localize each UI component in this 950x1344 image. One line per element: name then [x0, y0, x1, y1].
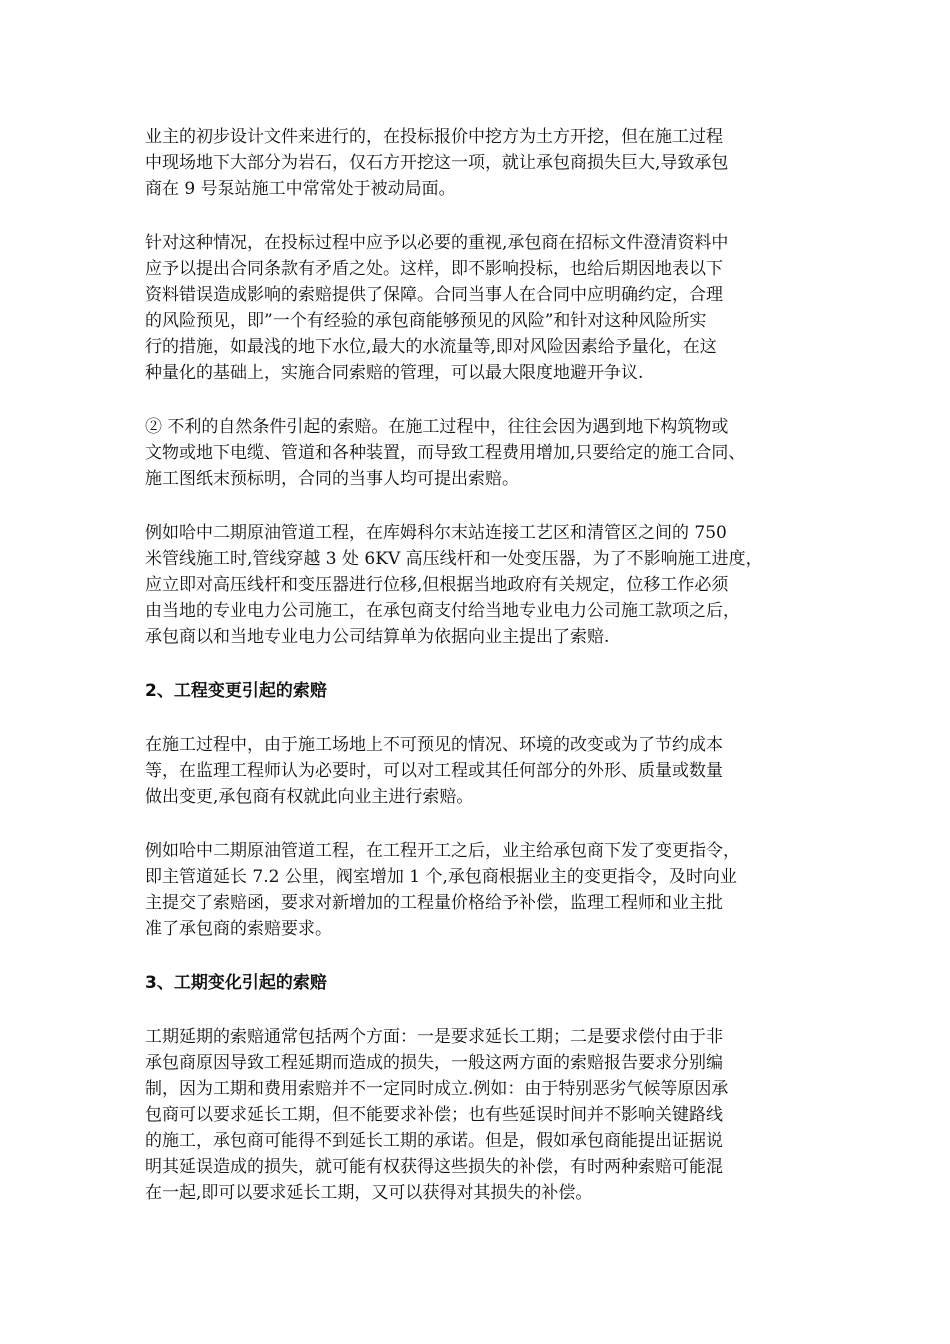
text-line: 针对这种情况，在投标过程中应予以必要的重视,承包商在招标文件澄清资料中 — [145, 233, 729, 253]
text-line: 即主管道延长 7.2 公里，阀室增加 1 个,承包商根据业主的变更指令，及时向业 — [145, 867, 737, 887]
paragraph-2 — [145, 230, 825, 386]
text-line: ② 不利的自然条件引起的索赔。在施工过程中，往往会因为遇到地下构筑物或 — [145, 417, 729, 437]
text-line: 例如哈中二期原油管道工程，在库姆科尔末站连接工艺区和清管区之间的 750 — [145, 523, 727, 543]
text-line: 种量化的基础上，实施合同索赔的管理，可以最大限度地避开争议. — [145, 363, 644, 383]
text-line: 施工图纸末预标明，合同的当事人均可提出索赔。 — [145, 469, 519, 489]
document-page — [145, 124, 825, 1206]
text-line: 工期延期的索赔通常包括两个方面：一是要求延长工期；二是要求偿付由于非 — [145, 1027, 723, 1047]
text-line: 行的措施，如最浅的地下水位,最大的水流量等,即对风险因素给予量化，在这 — [145, 337, 717, 357]
text-line: 应立即对高压线杆和变压器进行位移,但根据当地政府有关规定，位移工作必须 — [145, 575, 729, 595]
text-line: 承包商原因导致工程延期而造成的损失，一般这两方面的索赔报告要求分别编 — [145, 1053, 723, 1073]
text-line: 包商可以要求延长工期，但不能要求补偿；也有些延误时间并不影响关键路线 — [145, 1105, 723, 1125]
paragraph-4 — [145, 520, 825, 650]
text-line: 在施工过程中，由于施工场地上不可预见的情况、环境的改变或为了节约成本 — [145, 735, 723, 755]
text-line: 商在 9 号泵站施工中常常处于被动局面。 — [145, 179, 456, 199]
text-line: 中现场地下大部分为岩石，仅石方开挖这一项，就让承包商损失巨大,导致承包 — [145, 153, 729, 173]
paragraph-5 — [145, 732, 825, 810]
text-line: 做出变更,承包商有权就此向业主进行索赔。 — [145, 787, 474, 807]
paragraph-3 — [145, 414, 825, 492]
text-line: 文物或地下电缆、管道和各种装置，而导致工程费用增加,只要给定的施工合同、 — [145, 443, 746, 463]
text-line: 米管线施工时,管线穿越 3 处 6KV 高压线杆和一处变压器，为了不影响施工进度， — [145, 549, 763, 569]
text-line: 由当地的专业电力公司施工，在承包商支付给当地专业电力公司施工款项之后， — [145, 601, 740, 621]
paragraph-1 — [145, 124, 825, 202]
text-line: 例如哈中二期原油管道工程，在工程开工之后，业主给承包商下发了变更指令， — [145, 841, 740, 861]
text-line: 承包商以和当地专业电力公司结算单为依据向业主提出了索赔. — [145, 627, 610, 647]
text-line: 明其延误造成的损失，就可能有权获得这些损失的补偿，有时两种索赔可能混 — [145, 1157, 723, 1177]
text-line: 的风险预见，即”一个有经验的承包商能够预见的风险”和针对这种风险所实 — [145, 311, 707, 331]
section-heading-2: 2、工程变更引起的索赔 — [145, 681, 327, 701]
text-line: 应予以提出合同条款有矛盾之处。这样，即不影响投标，也给后期因地表以下 — [145, 259, 723, 279]
text-line: 准了承包商的索赔要求。 — [145, 919, 332, 939]
section-heading-3: 3、工期变化引起的索赔 — [145, 973, 327, 993]
paragraph-6 — [145, 838, 825, 942]
paragraph-7 — [145, 1024, 825, 1206]
text-line: 业主的初步设计文件来进行的，在投标报价中挖方为土方开挖，但在施工过程 — [145, 127, 723, 147]
text-line: 等，在监理工程师认为必要时，可以对工程或其任何部分的外形、质量或数量 — [145, 761, 723, 781]
text-line: 制，因为工期和费用索赔并不一定同时成立.例如：由于特别恶劣气候等原因承 — [145, 1079, 729, 1099]
text-line: 资料错误造成影响的索赔提供了保障。合同当事人在合同中应明确约定，合理 — [145, 285, 723, 305]
text-line: 的施工，承包商可能得不到延长工期的承诺。但是，假如承包商能提出证据说 — [145, 1131, 723, 1151]
text-line: 在一起,即可以要求延长工期，又可以获得对其损失的补偿。 — [145, 1183, 593, 1203]
text-line: 主提交了索赔函，要求对新增加的工程量价格给予补偿，监理工程师和业主批 — [145, 893, 723, 913]
